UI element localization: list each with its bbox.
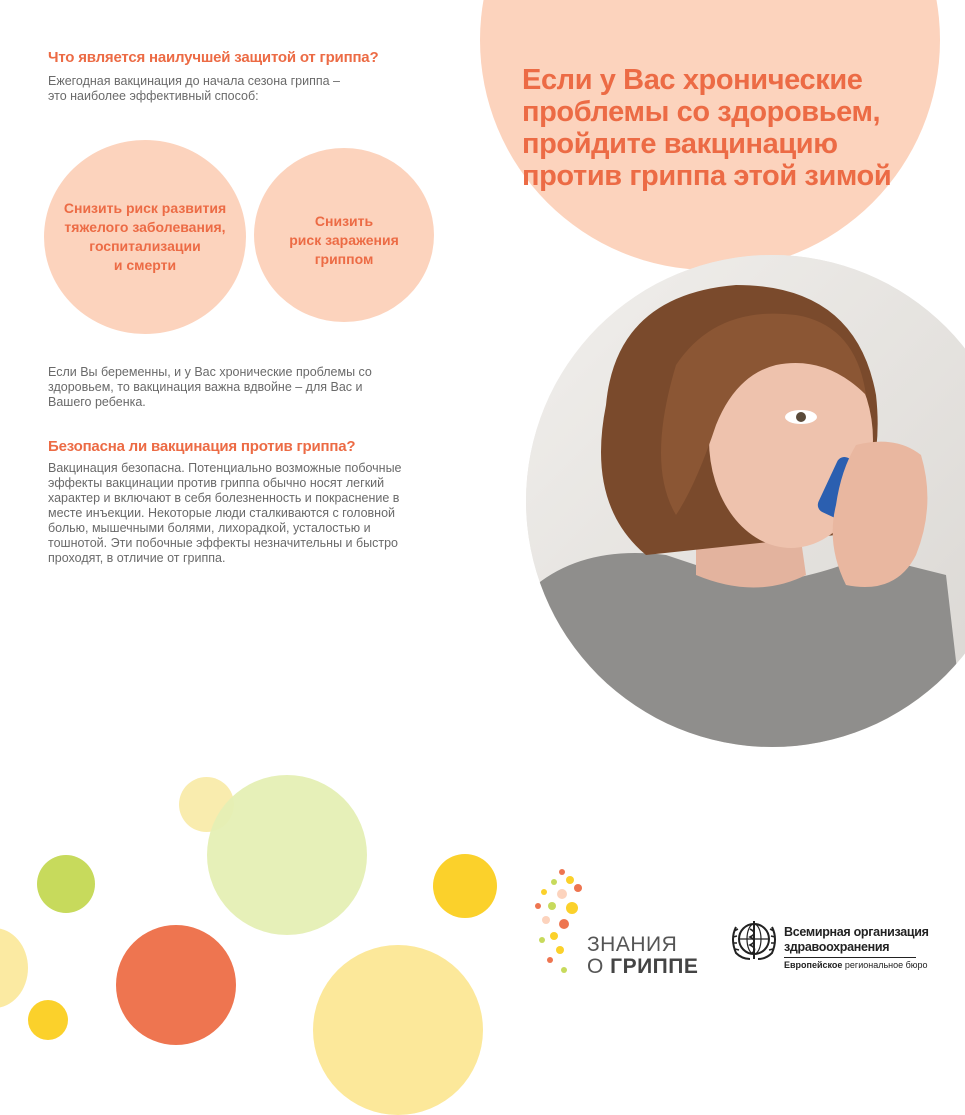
headline [522, 64, 962, 192]
flu-logo-line1: ЗНАНИЯ [587, 933, 678, 956]
pregnancy-line: Вашего ребенка. [48, 395, 146, 409]
benefit-line: и смерти [113, 257, 177, 273]
benefit-line: гриппом [314, 250, 374, 267]
headline-line: против гриппа этой зимой [522, 160, 892, 192]
intro-line: это наиболее эффективный способ: [48, 89, 259, 103]
body-line: Вакцинация безопасна. Потенциально возможные побочные [48, 461, 402, 475]
who-emblem-icon [728, 917, 780, 963]
body-line: болью, мышечными болями, лихорадкой, усталостью и [48, 521, 371, 535]
who-name-line1: Всемирная организация [784, 925, 929, 939]
headline-line: пройдите вакцинацию [522, 128, 838, 160]
who-region [784, 960, 928, 970]
flu-logo [530, 866, 699, 978]
flu-logo-bold: ГРИППЕ [610, 955, 699, 978]
body-line: характер и включают в себя болезненность и покраснение в [48, 491, 400, 505]
who-region-bold: Европейское [784, 960, 843, 970]
section2-heading: Безопасна ли вакцинация против гриппа? [48, 438, 356, 455]
body-line: месте инъекции. Некоторые люди сталкиваются с головной [48, 506, 396, 520]
body-line: эффекты вакцинации против гриппа обычно носят легкий [48, 476, 385, 490]
pregnancy-line: Если Вы беременны, и у Вас хронические проблемы со [48, 365, 372, 379]
photo-illustration [526, 255, 965, 747]
who-logo [728, 917, 958, 981]
benefit-line: Снизить [314, 212, 374, 229]
decorative-circle-cream-left [0, 928, 28, 1008]
body-line: тошнотой. Эти побочные эффекты незначительны и быстро [48, 536, 398, 550]
pregnancy-line: здоровьем, то вакцинация важна вдвойне – для Вас и [48, 380, 363, 394]
section1-heading: Что является наилучшей защитой от гриппа? [48, 49, 379, 66]
headline-line: проблемы со здоровьем, [522, 96, 881, 128]
benefit-text-severity [44, 140, 246, 334]
section2-body [48, 461, 468, 566]
headline-line: Если у Вас хронические [522, 64, 863, 96]
who-name-line2: здравоохранения [784, 940, 890, 954]
decorative-circle-coral [116, 925, 236, 1045]
decorative-circle-light-yellow [313, 945, 483, 1115]
flu-logo-line2 [587, 955, 698, 979]
section1-intro [48, 74, 468, 104]
decorative-circle-green [37, 855, 95, 913]
who-divider [784, 957, 916, 958]
decorative-circle-yellow-bottom [28, 1000, 68, 1040]
who-region-rest: региональное бюро [842, 960, 928, 970]
body-line: проходят, в отличие от гриппа. [48, 551, 226, 565]
flu-logo-prefix: О [587, 955, 611, 978]
intro-line: Ежегодная вакцинация до начала сезона гриппа – [48, 74, 340, 88]
pregnancy-paragraph [48, 365, 468, 410]
decorative-circle-yellow-right [433, 854, 497, 918]
benefit-line: риск заражения [289, 231, 399, 248]
decorative-circle-light-green [207, 775, 367, 935]
flu-logo-dots-icon [530, 866, 590, 974]
benefit-text-infection [254, 148, 434, 332]
benefit-line: госпитализации [89, 238, 201, 254]
photo-woman-inhaler [526, 255, 965, 747]
benefit-line: тяжелого заболевания, [64, 219, 226, 235]
benefit-line: Снизить риск развития [63, 200, 227, 216]
